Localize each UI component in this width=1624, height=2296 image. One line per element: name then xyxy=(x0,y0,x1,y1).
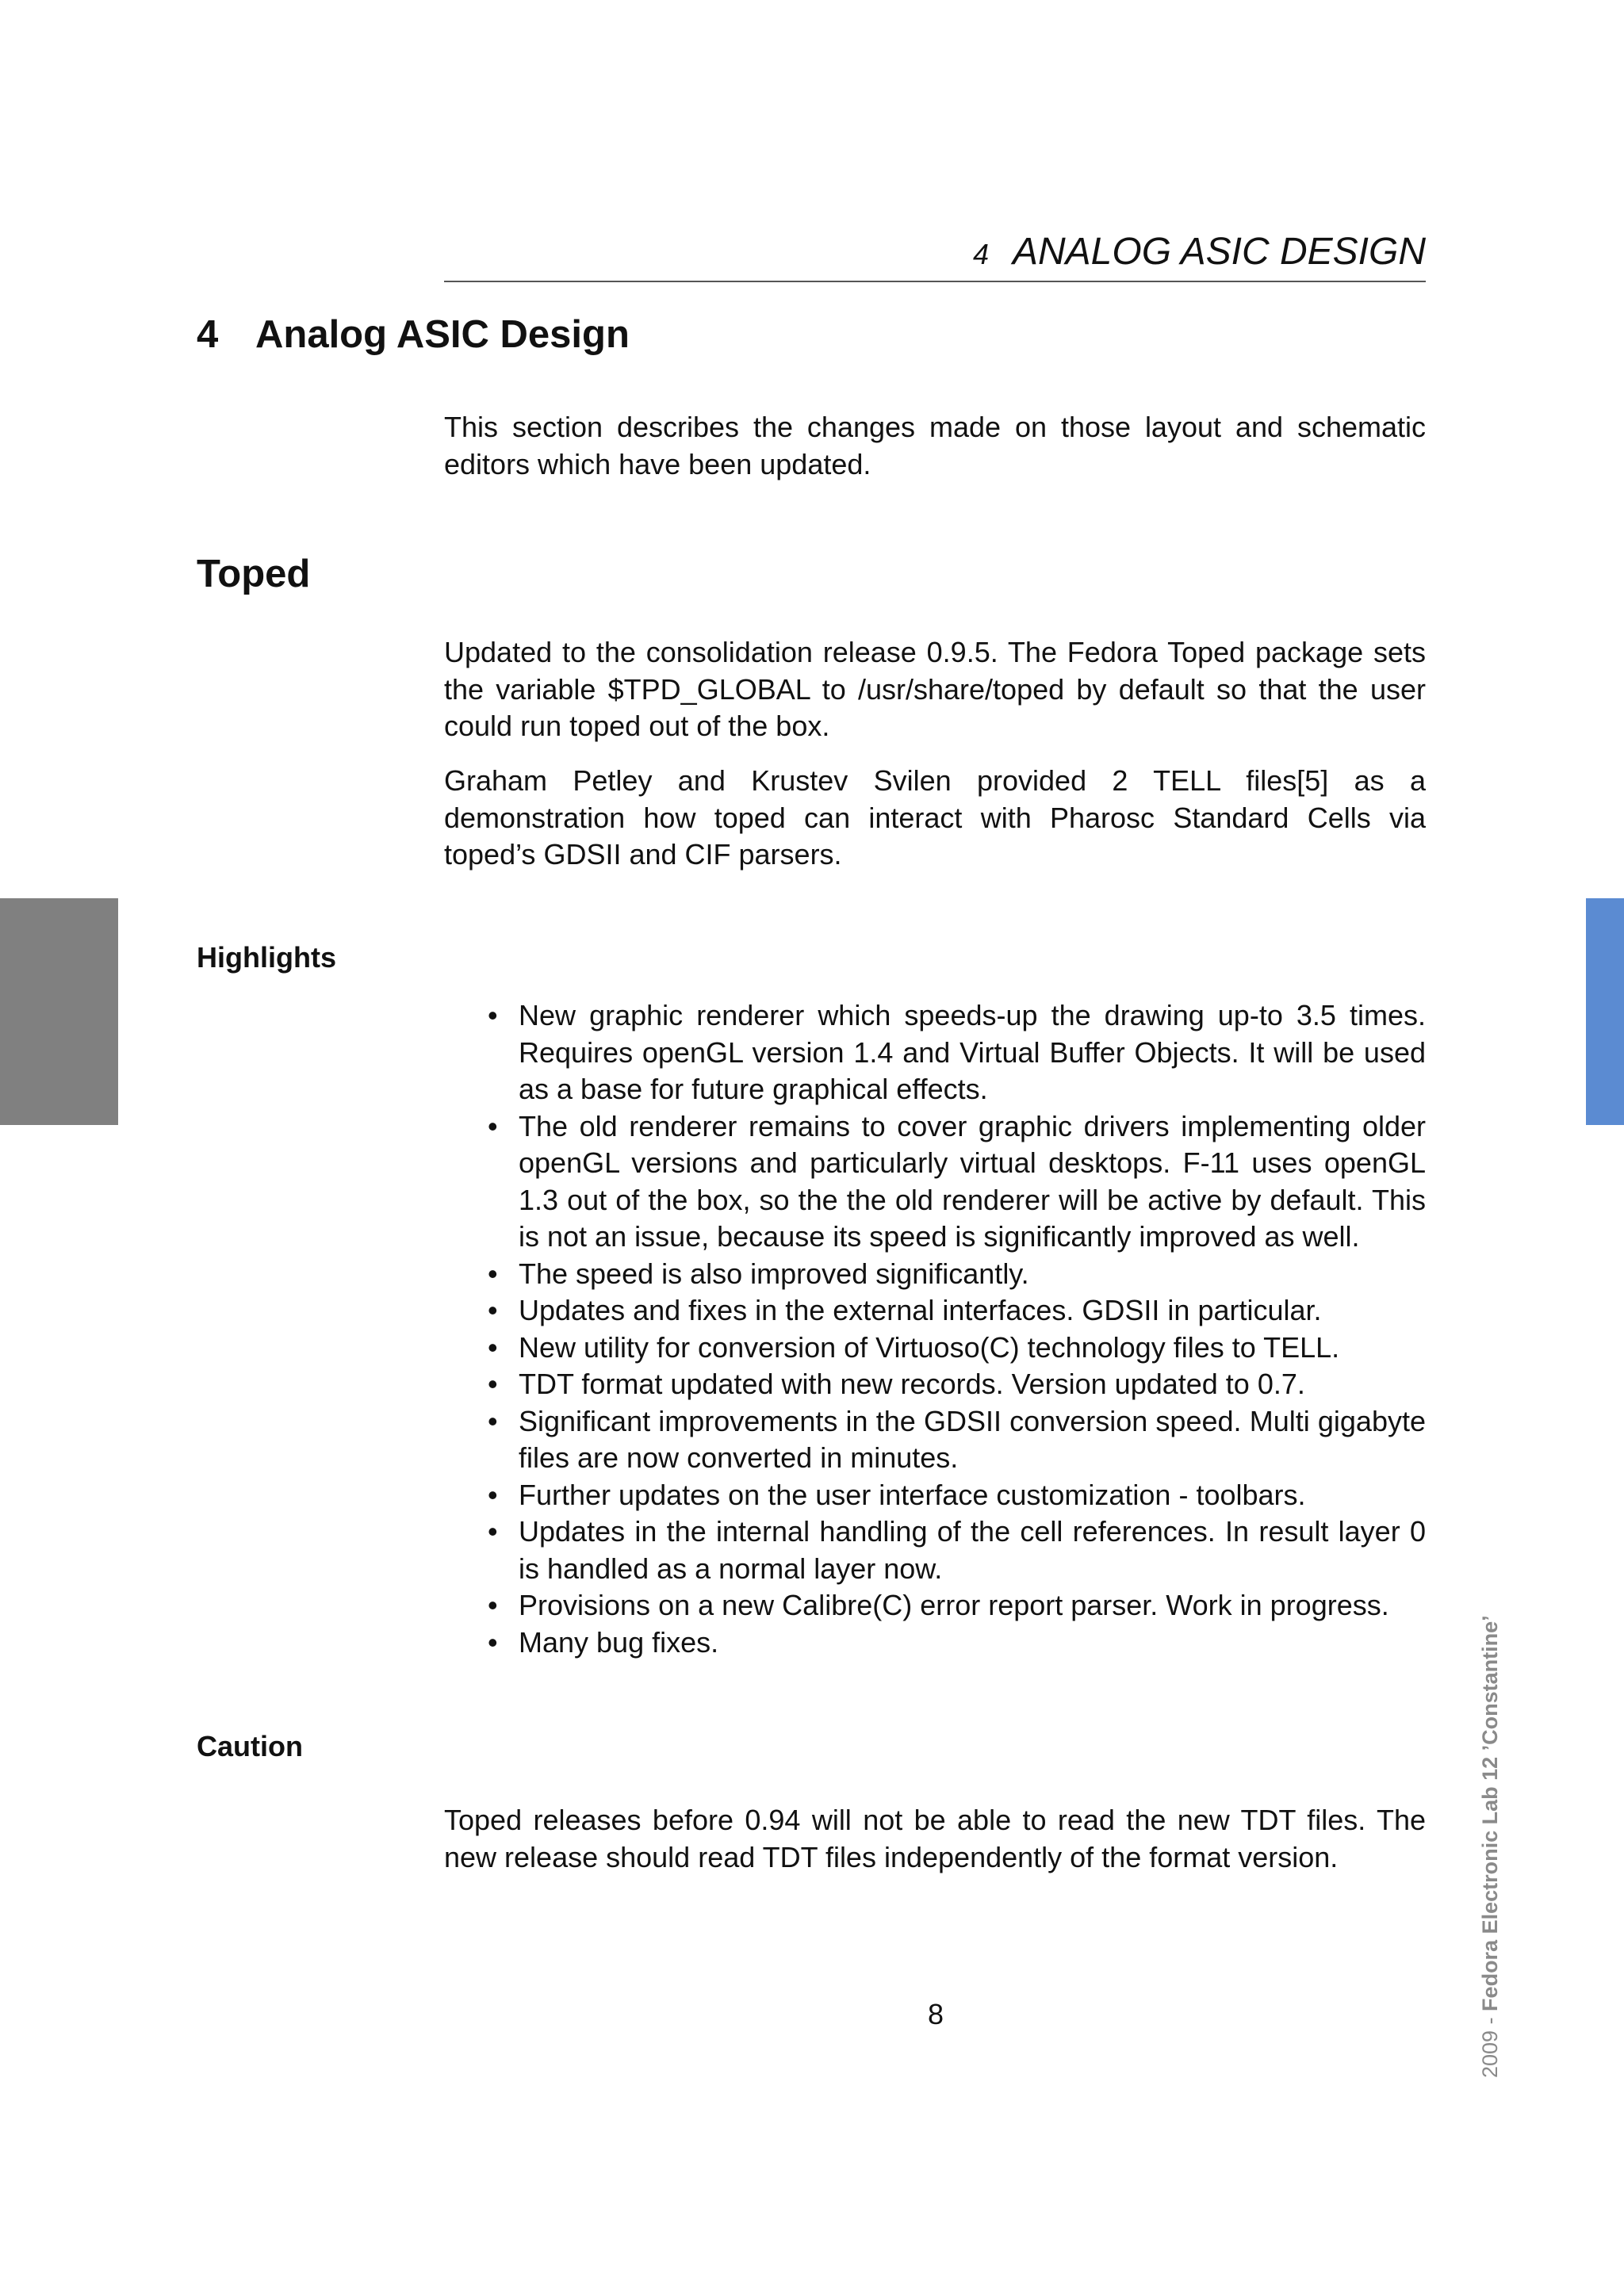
list-item: • New utility for conversion of Virtuoso(C) technology files to TELL. xyxy=(481,1330,1426,1367)
list-item: • TDT format updated with new records. Version updated to 0.7. xyxy=(481,1366,1426,1403)
list-item: • Updates in the internal handling of the cell references. In result layer 0 is handled as a normal layer now. xyxy=(481,1513,1426,1587)
highlights-heading: Highlights xyxy=(197,941,336,974)
toped-paragraph-2: Graham Petley and Krustev Svilen provided 2 TELL files[5] as a demonstration how toped can interact with Pharosc Standard Cells via toped’s GDSII and CIF parsers. xyxy=(444,764,1426,871)
caution-heading: Caution xyxy=(197,1730,303,1762)
list-item: • Significant improvements in the GDSII conversion speed. Multi gigabyte files are now converted in minutes. xyxy=(481,1403,1426,1477)
list-item: • Many bug fixes. xyxy=(481,1624,1426,1662)
toped-paragraph-1: Updated to the consolidation release 0.9.5. The Fedora Toped package sets the variable $TPD_GLOBAL to /usr/share/toped by default so that the user could run toped out of the box. xyxy=(444,636,1426,742)
side-note xyxy=(1480,1615,1501,2078)
subsection-title: Toped xyxy=(197,553,311,595)
caution-text: Toped releases before 0.94 will not be able to read the new TDT files. The new release should read TDT files independently of the format version. xyxy=(444,1804,1426,1873)
side-note-label: Fedora Electronic Lab 12 ’Constantine’ xyxy=(1478,1615,1502,2011)
highlights-list xyxy=(481,997,1426,1661)
list-item: • Updates and fixes in the external interfaces. GDSII in particular. xyxy=(481,1292,1426,1330)
running-header-title: ANALOG ASIC DESIGN xyxy=(1012,231,1426,273)
side-note-year: 2009 - xyxy=(1478,2011,1502,2078)
section-title: Analog ASIC Design xyxy=(255,313,630,356)
list-item: • The old renderer remains to cover graphic drivers implementing older openGL versions and particularly virtual desktops. F-11 uses openGL 1.3 out of the box, so the the old renderer will be active by default. This is not an issue, because its speed is significantly improved as well. xyxy=(481,1108,1426,1256)
running-header-number: 4 xyxy=(972,238,989,270)
left-thumb-tab xyxy=(0,898,118,1125)
list-item: • Provisions on a new Calibre(C) error report parser. Work in progress. xyxy=(481,1587,1426,1624)
section-heading xyxy=(197,313,630,356)
list-item: • Further updates on the user interface customization - toolbars. xyxy=(481,1477,1426,1514)
list-item: • New graphic renderer which speeds-up the drawing up-to 3.5 times. Requires openGL version 1.4 and Virtual Buffer Objects. It will be used as a base for future graphical effects. xyxy=(481,997,1426,1108)
section-intro: This section describes the changes made on those layout and schematic editors which have been updated. xyxy=(444,411,1426,480)
list-item: • The speed is also improved significantly. xyxy=(481,1256,1426,1293)
page-number: 8 xyxy=(927,1998,944,2030)
section-number: 4 xyxy=(197,313,219,356)
running-header xyxy=(444,230,1426,282)
right-thumb-tab xyxy=(1586,898,1624,1125)
